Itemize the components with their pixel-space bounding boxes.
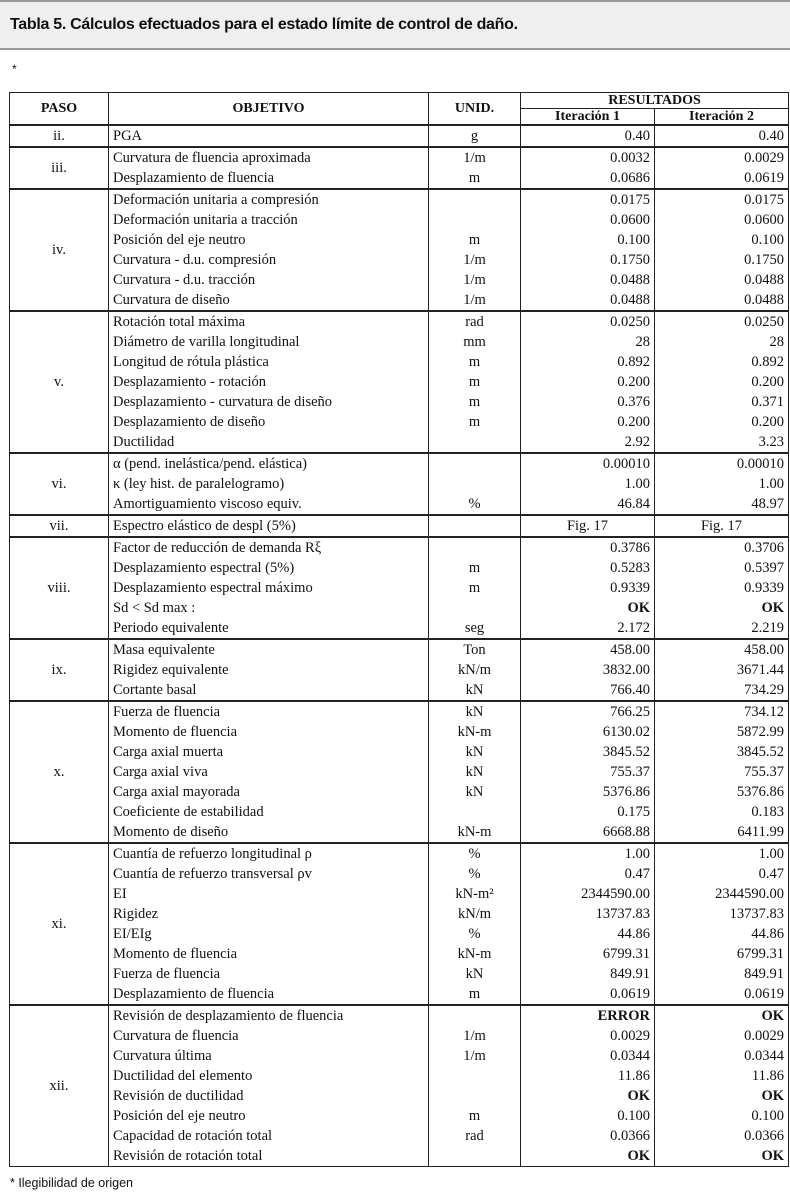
- table-row: [10, 904, 789, 924]
- table-row: [10, 453, 789, 474]
- unid-cell: [429, 432, 521, 453]
- unid-cell: kN-m: [429, 944, 521, 964]
- table-row: [10, 680, 789, 701]
- table-row: [10, 822, 789, 843]
- iteracion-2-cell: 0.0488: [655, 290, 789, 311]
- iteracion-1-cell: 0.0488: [521, 270, 655, 290]
- table-row: [10, 924, 789, 944]
- iteracion-2-cell: 0.40: [655, 125, 789, 147]
- table-row: [10, 742, 789, 762]
- paso-cell: x.: [10, 701, 109, 843]
- table-row: [10, 1026, 789, 1046]
- unid-cell: kN: [429, 782, 521, 802]
- objetivo-cell: Curvatura de diseño: [109, 290, 429, 311]
- objetivo-cell: Curvatura de fluencia aproximada: [109, 147, 429, 168]
- iteracion-1-cell: 0.100: [521, 230, 655, 250]
- iteracion-1-cell: 0.0686: [521, 168, 655, 189]
- iteracion-1-cell: 0.0488: [521, 290, 655, 311]
- iteracion-2-cell: 0.0029: [655, 147, 789, 168]
- objetivo-cell: Posición del eje neutro: [109, 1106, 429, 1126]
- iteracion-1-cell: 0.892: [521, 352, 655, 372]
- table-row: [10, 802, 789, 822]
- iteracion-2-cell: 0.0366: [655, 1126, 789, 1146]
- table-row: [10, 701, 789, 722]
- iteracion-2-cell: 5376.86: [655, 782, 789, 802]
- iteracion-2-cell: 849.91: [655, 964, 789, 984]
- objetivo-cell: Momento de diseño: [109, 822, 429, 843]
- objetivo-cell: Cuantía de refuerzo longitudinal ρ: [109, 843, 429, 864]
- unid-cell: m: [429, 558, 521, 578]
- unid-cell: m: [429, 412, 521, 432]
- iteracion-1-cell: 28: [521, 332, 655, 352]
- table-row: [10, 964, 789, 984]
- unid-cell: mm: [429, 332, 521, 352]
- objetivo-cell: Curvatura de fluencia: [109, 1026, 429, 1046]
- unid-cell: %: [429, 864, 521, 884]
- iteracion-2-cell: 0.0619: [655, 984, 789, 1005]
- table-row: [10, 722, 789, 742]
- unid-cell: [429, 453, 521, 474]
- unid-cell: kN-m²: [429, 884, 521, 904]
- unid-cell: m: [429, 1106, 521, 1126]
- table-row: [10, 1126, 789, 1146]
- table-row: [10, 1005, 789, 1026]
- iteracion-1-cell: OK: [521, 1086, 655, 1106]
- iteracion-1-cell: 0.0032: [521, 147, 655, 168]
- header-resultados: RESULTADOS: [521, 93, 789, 109]
- iteracion-2-cell: 13737.83: [655, 904, 789, 924]
- table-row: [10, 210, 789, 230]
- objetivo-cell: Momento de fluencia: [109, 722, 429, 742]
- unid-cell: m: [429, 372, 521, 392]
- header-paso: PASO: [10, 93, 109, 126]
- objetivo-cell: Desplazamiento - rotación: [109, 372, 429, 392]
- iteracion-1-cell: OK: [521, 1146, 655, 1167]
- table-row: [10, 884, 789, 904]
- table-row: [10, 1146, 789, 1167]
- iteracion-1-cell: 46.84: [521, 494, 655, 515]
- table-row: [10, 311, 789, 332]
- objetivo-cell: Rigidez: [109, 904, 429, 924]
- iteracion-2-cell: 1.00: [655, 474, 789, 494]
- iteracion-1-cell: 0.0344: [521, 1046, 655, 1066]
- objetivo-cell: Ductilidad del elemento: [109, 1066, 429, 1086]
- unid-cell: %: [429, 494, 521, 515]
- paso-cell: iii.: [10, 147, 109, 189]
- iteracion-1-cell: 0.0600: [521, 210, 655, 230]
- table-row: [10, 660, 789, 680]
- objetivo-cell: Amortiguamiento viscoso equiv.: [109, 494, 429, 515]
- iteracion-2-cell: 0.0344: [655, 1046, 789, 1066]
- unid-cell: 1/m: [429, 270, 521, 290]
- paso-cell: v.: [10, 311, 109, 453]
- iteracion-1-cell: 0.200: [521, 412, 655, 432]
- iteracion-2-cell: 0.0175: [655, 189, 789, 210]
- objetivo-cell: EI/EIg: [109, 924, 429, 944]
- iteracion-1-cell: Fig. 17: [521, 515, 655, 537]
- unid-cell: [429, 189, 521, 210]
- objetivo-cell: Espectro elástico de despl (5%): [109, 515, 429, 537]
- objetivo-cell: Curvatura - d.u. tracción: [109, 270, 429, 290]
- paso-cell: vi.: [10, 453, 109, 515]
- paso-cell: ix.: [10, 639, 109, 701]
- iteracion-1-cell: 849.91: [521, 964, 655, 984]
- objetivo-cell: Capacidad de rotación total: [109, 1126, 429, 1146]
- iteracion-2-cell: OK: [655, 598, 789, 618]
- unid-cell: [429, 1005, 521, 1026]
- unid-cell: kN-m: [429, 722, 521, 742]
- table-row: [10, 352, 789, 372]
- table-row: [10, 290, 789, 311]
- iteracion-2-cell: 28: [655, 332, 789, 352]
- objetivo-cell: EI: [109, 884, 429, 904]
- table-row: [10, 250, 789, 270]
- iteracion-1-cell: 0.0029: [521, 1026, 655, 1046]
- unid-cell: kN: [429, 680, 521, 701]
- iteracion-2-cell: 0.0619: [655, 168, 789, 189]
- iteracion-1-cell: 0.175: [521, 802, 655, 822]
- table-row: [10, 392, 789, 412]
- unid-cell: rad: [429, 311, 521, 332]
- iteracion-1-cell: 6799.31: [521, 944, 655, 964]
- iteracion-2-cell: 0.47: [655, 864, 789, 884]
- objetivo-cell: Carga axial mayorada: [109, 782, 429, 802]
- unid-cell: [429, 210, 521, 230]
- table-row: [10, 944, 789, 964]
- iteracion-1-cell: 6130.02: [521, 722, 655, 742]
- iteracion-1-cell: OK: [521, 598, 655, 618]
- iteracion-1-cell: 11.86: [521, 1066, 655, 1086]
- table-row: [10, 168, 789, 189]
- unid-cell: kN: [429, 742, 521, 762]
- table-row: [10, 515, 789, 537]
- unid-cell: [429, 474, 521, 494]
- header-unid: UNID.: [429, 93, 521, 126]
- iteracion-2-cell: 734.29: [655, 680, 789, 701]
- iteracion-1-cell: 0.0175: [521, 189, 655, 210]
- objetivo-cell: Periodo equivalente: [109, 618, 429, 639]
- unid-cell: kN-m: [429, 822, 521, 843]
- unid-cell: m: [429, 984, 521, 1005]
- objetivo-cell: Rigidez equivalente: [109, 660, 429, 680]
- table-row: [10, 1066, 789, 1086]
- table-body: [10, 125, 789, 1167]
- objetivo-cell: Curvatura - d.u. compresión: [109, 250, 429, 270]
- objetivo-cell: Longitud de rótula plástica: [109, 352, 429, 372]
- unid-cell: rad: [429, 1126, 521, 1146]
- iteracion-2-cell: 0.100: [655, 230, 789, 250]
- unid-cell: %: [429, 843, 521, 864]
- paso-cell: vii.: [10, 515, 109, 537]
- iteracion-2-cell: OK: [655, 1086, 789, 1106]
- unid-cell: [429, 1146, 521, 1167]
- iteracion-1-cell: 5376.86: [521, 782, 655, 802]
- unid-cell: [429, 515, 521, 537]
- iteracion-1-cell: 0.0250: [521, 311, 655, 332]
- iteracion-2-cell: 6799.31: [655, 944, 789, 964]
- unid-cell: kN: [429, 762, 521, 782]
- unid-cell: 1/m: [429, 1046, 521, 1066]
- objetivo-cell: Revisión de desplazamiento de fluencia: [109, 1005, 429, 1026]
- iteracion-2-cell: 0.183: [655, 802, 789, 822]
- iteracion-2-cell: 0.9339: [655, 578, 789, 598]
- iteracion-1-cell: 0.5283: [521, 558, 655, 578]
- iteracion-1-cell: 0.1750: [521, 250, 655, 270]
- table-row: [10, 537, 789, 558]
- iteracion-1-cell: 2.172: [521, 618, 655, 639]
- iteracion-2-cell: 0.0250: [655, 311, 789, 332]
- objetivo-cell: Diámetro de varilla longitudinal: [109, 332, 429, 352]
- objetivo-cell: Revisión de ductilidad: [109, 1086, 429, 1106]
- iteracion-2-cell: 6411.99: [655, 822, 789, 843]
- iteracion-1-cell: 1.00: [521, 843, 655, 864]
- paso-cell: xii.: [10, 1005, 109, 1167]
- unid-cell: [429, 1066, 521, 1086]
- objetivo-cell: Momento de fluencia: [109, 944, 429, 964]
- table-row: [10, 578, 789, 598]
- iteracion-1-cell: 458.00: [521, 639, 655, 660]
- iteracion-1-cell: 766.40: [521, 680, 655, 701]
- table-title: Tabla 5. Cálculos efectuados para el estado límite de control de daño.: [10, 16, 518, 33]
- table-row: [10, 843, 789, 864]
- iteracion-1-cell: 0.47: [521, 864, 655, 884]
- table-row: [10, 230, 789, 250]
- header-iteracion-1: Iteración 1: [521, 109, 655, 126]
- iteracion-2-cell: 3671.44: [655, 660, 789, 680]
- paso-cell: iv.: [10, 189, 109, 311]
- unid-cell: 1/m: [429, 250, 521, 270]
- objetivo-cell: Factor de reducción de demanda Rξ: [109, 537, 429, 558]
- iteracion-2-cell: OK: [655, 1005, 789, 1026]
- unid-cell: [429, 537, 521, 558]
- iteracion-2-cell: 0.0029: [655, 1026, 789, 1046]
- iteracion-1-cell: 0.9339: [521, 578, 655, 598]
- iteracion-2-cell: 458.00: [655, 639, 789, 660]
- objetivo-cell: Carga axial viva: [109, 762, 429, 782]
- objetivo-cell: Desplazamiento espectral máximo: [109, 578, 429, 598]
- iteracion-2-cell: 3845.52: [655, 742, 789, 762]
- table-row: [10, 782, 789, 802]
- objetivo-cell: Desplazamiento de fluencia: [109, 168, 429, 189]
- unid-cell: 1/m: [429, 290, 521, 311]
- iteracion-1-cell: 2.92: [521, 432, 655, 453]
- objetivo-cell: Masa equivalente: [109, 639, 429, 660]
- table-row: [10, 639, 789, 660]
- header-objetivo: OBJETIVO: [109, 93, 429, 126]
- objetivo-cell: Fuerza de fluencia: [109, 701, 429, 722]
- objetivo-cell: Coeficiente de estabilidad: [109, 802, 429, 822]
- iteracion-1-cell: 2344590.00: [521, 884, 655, 904]
- iteracion-2-cell: 0.100: [655, 1106, 789, 1126]
- iteracion-1-cell: 3832.00: [521, 660, 655, 680]
- unid-cell: g: [429, 125, 521, 147]
- paso-cell: xi.: [10, 843, 109, 1005]
- objetivo-cell: Desplazamiento espectral (5%): [109, 558, 429, 578]
- iteracion-2-cell: 2.219: [655, 618, 789, 639]
- table-row: [10, 558, 789, 578]
- unid-cell: m: [429, 230, 521, 250]
- iteracion-1-cell: 6668.88: [521, 822, 655, 843]
- iteracion-1-cell: 1.00: [521, 474, 655, 494]
- iteracion-2-cell: 0.200: [655, 412, 789, 432]
- unid-cell: [429, 802, 521, 822]
- iteracion-2-cell: 0.00010: [655, 453, 789, 474]
- iteracion-2-cell: 11.86: [655, 1066, 789, 1086]
- unid-cell: kN/m: [429, 660, 521, 680]
- paso-cell: viii.: [10, 537, 109, 639]
- iteracion-2-cell: 5872.99: [655, 722, 789, 742]
- unid-cell: m: [429, 168, 521, 189]
- table-row: [10, 474, 789, 494]
- iteracion-1-cell: ERROR: [521, 1005, 655, 1026]
- iteracion-1-cell: 0.3786: [521, 537, 655, 558]
- iteracion-2-cell: 0.1750: [655, 250, 789, 270]
- note-marker: *: [12, 62, 17, 76]
- iteracion-2-cell: 1.00: [655, 843, 789, 864]
- objetivo-cell: Curvatura última: [109, 1046, 429, 1066]
- iteracion-1-cell: 0.200: [521, 372, 655, 392]
- iteracion-1-cell: 13737.83: [521, 904, 655, 924]
- table-caption-bar: [0, 0, 790, 50]
- iteracion-1-cell: 3845.52: [521, 742, 655, 762]
- header-iteracion-2: Iteración 2: [655, 109, 789, 126]
- table-row: [10, 1046, 789, 1066]
- iteracion-1-cell: 0.00010: [521, 453, 655, 474]
- iteracion-2-cell: OK: [655, 1146, 789, 1167]
- table-row: [10, 494, 789, 515]
- iteracion-2-cell: 0.0488: [655, 270, 789, 290]
- iteracion-2-cell: 0.3706: [655, 537, 789, 558]
- objetivo-cell: Fuerza de fluencia: [109, 964, 429, 984]
- table-row: [10, 189, 789, 210]
- iteracion-2-cell: 48.97: [655, 494, 789, 515]
- objetivo-cell: Revisión de rotación total: [109, 1146, 429, 1167]
- table-row: [10, 147, 789, 168]
- iteracion-1-cell: 0.40: [521, 125, 655, 147]
- unid-cell: [429, 1086, 521, 1106]
- iteracion-2-cell: 755.37: [655, 762, 789, 782]
- iteracion-1-cell: 44.86: [521, 924, 655, 944]
- unid-cell: kN: [429, 964, 521, 984]
- objetivo-cell: α (pend. inelástica/pend. elástica): [109, 453, 429, 474]
- iteracion-2-cell: 0.200: [655, 372, 789, 392]
- iteracion-1-cell: 0.376: [521, 392, 655, 412]
- table-row: [10, 762, 789, 782]
- iteracion-1-cell: 755.37: [521, 762, 655, 782]
- unid-cell: m: [429, 578, 521, 598]
- objetivo-cell: Cortante basal: [109, 680, 429, 701]
- table-row: [10, 412, 789, 432]
- table-row: [10, 618, 789, 639]
- iteracion-2-cell: 0.0600: [655, 210, 789, 230]
- iteracion-2-cell: 44.86: [655, 924, 789, 944]
- objetivo-cell: Rotación total máxima: [109, 311, 429, 332]
- objetivo-cell: Deformación unitaria a compresión: [109, 189, 429, 210]
- iteracion-2-cell: 734.12: [655, 701, 789, 722]
- iteracion-1-cell: 0.0619: [521, 984, 655, 1005]
- iteracion-2-cell: 0.5397: [655, 558, 789, 578]
- iteracion-1-cell: 766.25: [521, 701, 655, 722]
- iteracion-1-cell: 0.0366: [521, 1126, 655, 1146]
- unid-cell: [429, 598, 521, 618]
- unid-cell: Ton: [429, 639, 521, 660]
- table-row: [10, 332, 789, 352]
- objetivo-cell: Carga axial muerta: [109, 742, 429, 762]
- iteracion-2-cell: 0.892: [655, 352, 789, 372]
- unid-cell: kN/m: [429, 904, 521, 924]
- table-row: [10, 372, 789, 392]
- iteracion-2-cell: 0.371: [655, 392, 789, 412]
- footnote: * Ilegibilidad de origen: [10, 1176, 134, 1190]
- table-row: [10, 1106, 789, 1126]
- unid-cell: %: [429, 924, 521, 944]
- objetivo-cell: Posición del eje neutro: [109, 230, 429, 250]
- objetivo-cell: PGA: [109, 125, 429, 147]
- iteracion-2-cell: Fig. 17: [655, 515, 789, 537]
- iteracion-2-cell: 3.23: [655, 432, 789, 453]
- table-row: [10, 864, 789, 884]
- unid-cell: kN: [429, 701, 521, 722]
- objetivo-cell: Desplazamiento - curvatura de diseño: [109, 392, 429, 412]
- objetivo-cell: Deformación unitaria a tracción: [109, 210, 429, 230]
- objetivo-cell: Desplazamiento de diseño: [109, 412, 429, 432]
- unid-cell: 1/m: [429, 147, 521, 168]
- unid-cell: 1/m: [429, 1026, 521, 1046]
- table-row: [10, 984, 789, 1005]
- iteracion-1-cell: 0.100: [521, 1106, 655, 1126]
- table-row: [10, 1086, 789, 1106]
- results-table: [9, 92, 789, 1167]
- paso-cell: ii.: [10, 125, 109, 147]
- unid-cell: m: [429, 392, 521, 412]
- table-row: [10, 270, 789, 290]
- objetivo-cell: Ductilidad: [109, 432, 429, 453]
- iteracion-2-cell: 2344590.00: [655, 884, 789, 904]
- objetivo-cell: Sd < Sd max :: [109, 598, 429, 618]
- table-row: [10, 432, 789, 453]
- objetivo-cell: Cuantía de refuerzo transversal ρv: [109, 864, 429, 884]
- table-row: [10, 125, 789, 147]
- unid-cell: seg: [429, 618, 521, 639]
- unid-cell: m: [429, 352, 521, 372]
- objetivo-cell: κ (ley hist. de paralelogramo): [109, 474, 429, 494]
- table-row: [10, 598, 789, 618]
- objetivo-cell: Desplazamiento de fluencia: [109, 984, 429, 1005]
